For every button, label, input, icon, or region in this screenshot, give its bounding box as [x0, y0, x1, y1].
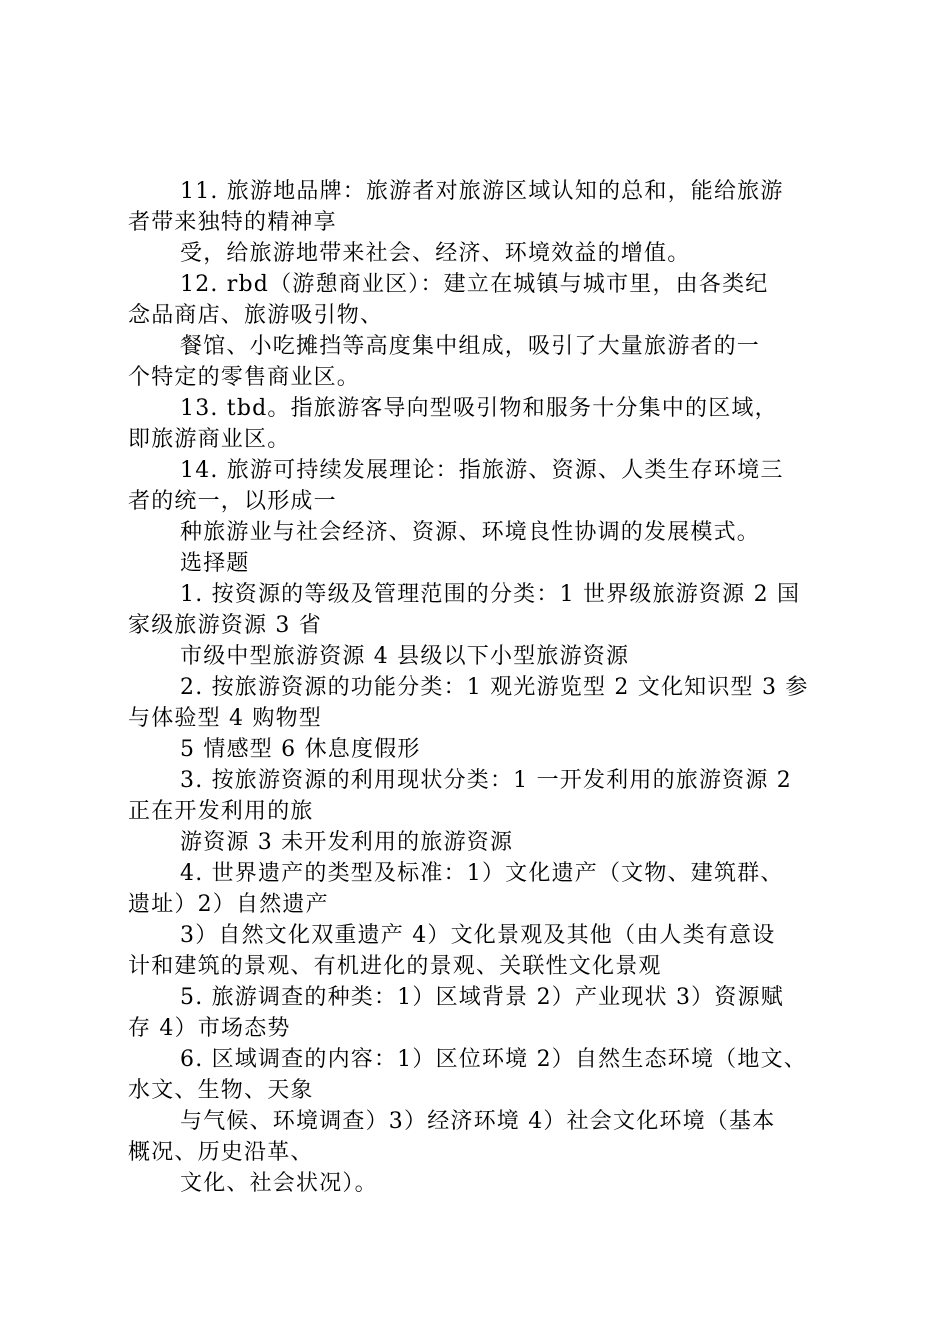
- document-body: [128, 176, 838, 1199]
- text-line: 家级旅游资源 3 省: [128, 613, 322, 638]
- text-line: 水文、生物、天象: [128, 1078, 314, 1103]
- text-line: 计和建筑的景观、有机进化的景观、关联性文化景观: [128, 954, 662, 979]
- text-line: 者带来独特的精神享: [128, 210, 337, 235]
- text-line: 文化、社会状况）。: [180, 1171, 378, 1196]
- text-line: 存 4）市场态势: [128, 1016, 291, 1041]
- text-line: 念品商店、旅游吸引物、: [128, 303, 384, 328]
- text-line: 13. tbd。指旅游客导向型吸引物和服务十分集中的区域，: [180, 396, 778, 421]
- text-line: 6. 区域调查的内容：1）区位环境 2）自然生态环境（地文、: [180, 1047, 807, 1072]
- text-line: 市级中型旅游资源 4 县级以下小型旅游资源: [180, 644, 630, 669]
- text-line: 2. 按旅游资源的功能分类：1 观光游览型 2 文化知识型 3 参: [180, 675, 809, 700]
- text-block: [128, 176, 838, 1199]
- text-line: 14. 旅游可持续发展理论：指旅游、资源、人类生存环境三: [180, 458, 784, 483]
- text-line: 11. 旅游地品牌：旅游者对旅游区域认知的总和，能给旅游: [180, 179, 784, 204]
- text-line: 餐馆、小吃摊挡等高度集中组成，吸引了大量旅游者的一: [180, 334, 761, 359]
- text-line: 5 情感型 6 休息度假形: [180, 737, 421, 762]
- text-line: 12. rbd（游憩商业区）：建立在城镇与城市里，由各类纪: [180, 272, 769, 297]
- text-line: 种旅游业与社会经济、资源、环境良性协调的发展模式。: [180, 520, 761, 545]
- text-line: 遗址）2）自然遗产: [128, 892, 329, 917]
- text-line: 者的统一，以形成一: [128, 489, 337, 514]
- text-line: 个特定的零售商业区。: [128, 365, 361, 390]
- text-line: 正在开发利用的旅: [128, 799, 314, 824]
- text-line: 受，给旅游地带来社会、经济、环境效益的增值。: [180, 241, 691, 266]
- text-line: 游资源 3 未开发利用的旅游资源: [180, 830, 514, 855]
- text-line: 5. 旅游调查的种类：1）区域背景 2）产业现状 3）资源赋: [180, 985, 784, 1010]
- text-line: 1. 按资源的等级及管理范围的分类：1 世界级旅游资源 2 国: [180, 582, 801, 607]
- text-line: 即旅游商业区。: [128, 427, 291, 452]
- text-line: 概况、历史沿革、: [128, 1140, 314, 1165]
- section-heading: 选择题: [180, 551, 250, 576]
- text-line: 4. 世界遗产的类型及标准：1）文化遗产（文物、建筑群、: [180, 861, 784, 886]
- text-line: 与体验型 4 购物型: [128, 706, 322, 731]
- text-line: 3）自然文化双重遗产 4）文化景观及其他（由人类有意设: [180, 923, 776, 948]
- text-line: 3. 按旅游资源的利用现状分类：1 一开发利用的旅游资源 2: [180, 768, 792, 793]
- text-line: 与气候、环境调查）3）经济环境 4）社会文化环境（基本: [180, 1109, 776, 1134]
